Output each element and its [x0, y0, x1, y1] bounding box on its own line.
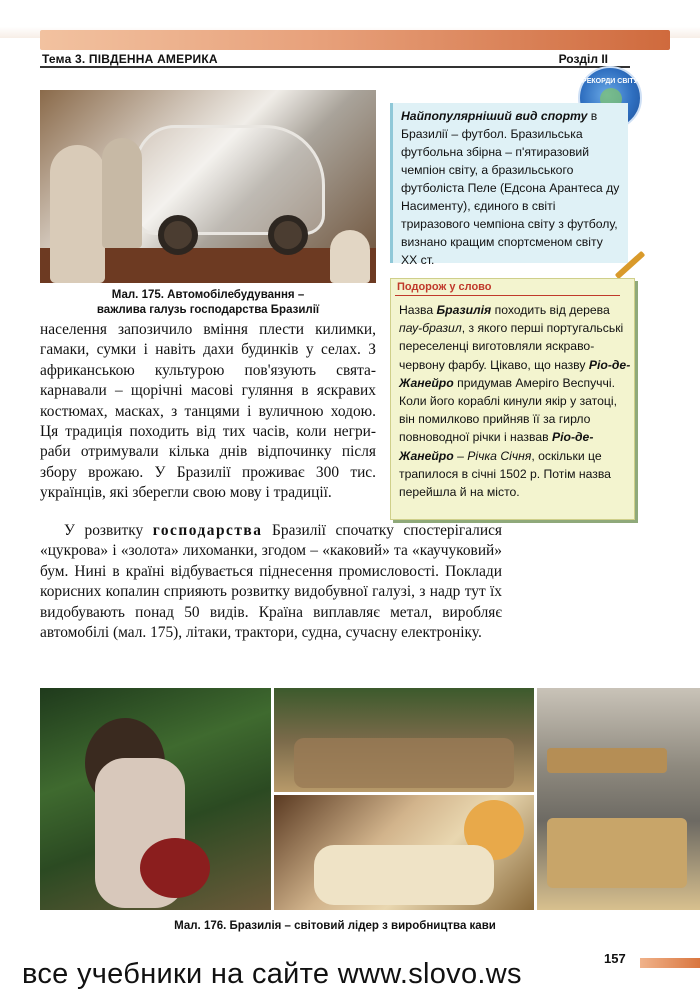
word-term-river: Річка Січня [467, 448, 532, 463]
word-journey-box [390, 278, 635, 520]
word-text-part: Назва [399, 303, 437, 317]
coffee-picker-photo [40, 688, 271, 910]
sport-box-text: в Бразилії – футбол. Бразильська футбольна збірна – п'ятиразовий чемпіон світу, а бразильського футболіста Пеле (Едсона Арантеса ду Насименту), єдиного в світі триразового чемпіона світу з футболу, визнано кращим спортсменом світу XX ст. [401, 109, 620, 267]
figure-176-caption: Мал. 176. Бразилія – світовий лідер з виробництва кави [174, 920, 496, 932]
section-header: Розділ ІІ [558, 52, 608, 66]
word-box-text [399, 301, 631, 501]
top-decorative-stripe [40, 30, 670, 50]
word-term-rio: Ріо-де-Жанейро [399, 430, 594, 463]
para2-rest: Бразилії спочатку спостерігалися «цукрова» і «золота» лихоманки, згодом – «каковий» та «каучуковий» бум. Нині в країні відбувається піднесення промисловості. Поклади корисних копалин сприяють розвитку видобувної галузі, з надр тут їх видобувають понад 50 видів. Країна виплавляє метал, виробляє автомобілі (мал. 175), літаки, трактори, судна, сучасну електроніку. [40, 522, 502, 642]
figure-175-caption-line2: важлива галузь господарства Бразилії [96, 304, 320, 316]
para2-keyword: господарства [152, 522, 263, 539]
worker-figure [50, 145, 105, 283]
topic-header: Тема 3. ПІВДЕННА АМЕРИКА [42, 52, 218, 66]
word-term-brazil: Бразилія [436, 303, 492, 317]
photo-shape [140, 838, 210, 898]
word-text-part: – [453, 448, 468, 463]
figure-175-caption [40, 288, 376, 318]
body-paragraph-2 [40, 521, 502, 643]
car-wheel [158, 215, 198, 255]
word-text-part: придумав Амеріго Веспуччі. Коли його кораблі кинули якір у затоці, він помилково прийняв її за гирло повноводної річки і назвав [399, 375, 617, 445]
word-box-title: Подорож у слово [397, 281, 492, 293]
photo-shape [547, 748, 667, 773]
photo-shape [314, 845, 494, 905]
word-term-rio: Ріо-де-Жанейро [399, 357, 631, 390]
page-number: 157 [604, 951, 626, 966]
figure-175-caption-line1: Мал. 175. Автомобілебудування – [111, 289, 305, 301]
word-text-part: , оскільки це трапилося в січні 1502 р. Потім назва перейшла й на місто. [399, 448, 611, 500]
worker-figure [330, 230, 370, 283]
photo-shape [294, 738, 514, 788]
word-text-part: походить від дерева [491, 303, 610, 317]
para2-start: У розвитку [64, 522, 153, 539]
word-text-part: , з якого перші португальські переселенці виготовляли яскраво-червону фарбу. Цікаво, що назву [399, 321, 624, 372]
car-factory-photo [40, 90, 376, 283]
word-term-pau-brazil: пау-бразил [399, 321, 462, 336]
word-box-underline [395, 295, 620, 296]
sport-box-lead: Найпопулярніший вид спорту [401, 109, 588, 123]
worker-figure [102, 138, 142, 248]
coffee-trucks-photo [537, 688, 700, 910]
coffee-market-photo [274, 688, 534, 792]
photo-shape [547, 818, 687, 888]
body-paragraph-1: населення запозичило вміння плести килимки, гамаки, сумки і навіть дахи будинків у селах. З африканською культурою пов'язують свята-карнавали – щорічні масові гуляння в яскравих костюмах, масках, з танцями і вуличною ходою. Ця традиція походить від тих часів, коли негри-раби отримували кілька днів відпочинку після збору врожаю. У Бразилії проживає 300 тис. українців, які зберегли свою мову і традиції. [40, 321, 376, 502]
site-watermark: все учебники на сайте www.slovo.ws [22, 958, 522, 990]
badge-line-1: РЕКОРДИ СВІТУ [582, 78, 638, 85]
car-wheel [268, 215, 308, 255]
coffee-sorting-photo [274, 795, 534, 910]
footer-stripe [640, 958, 700, 968]
football-records-box [390, 103, 628, 267]
